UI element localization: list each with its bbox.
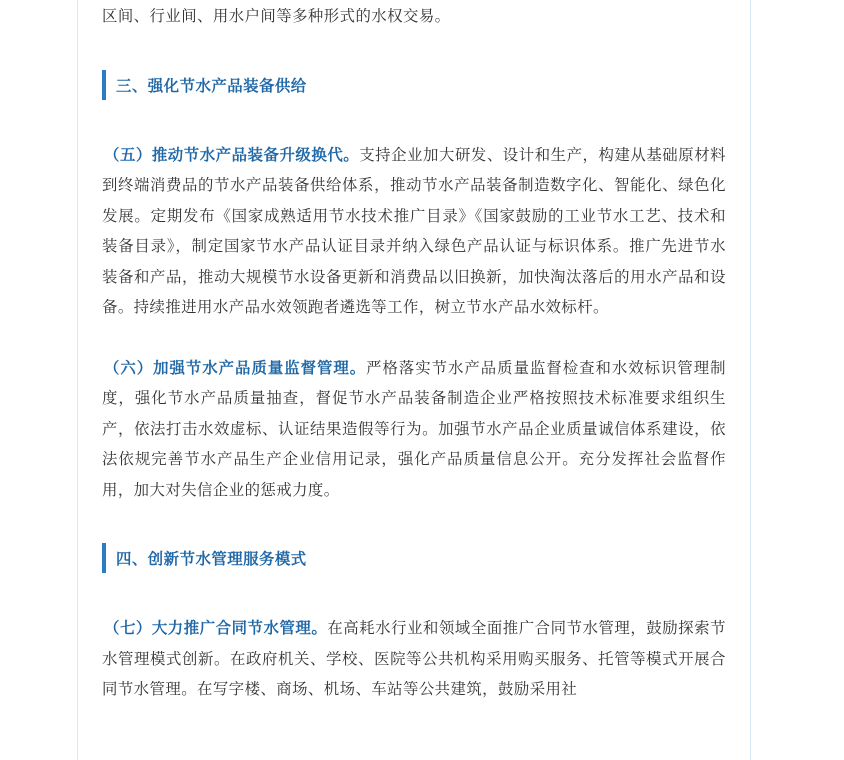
article-body [77,0,751,760]
paragraph-body: 严格落实节水产品质量监督检查和水效标识管理制度，强化节水产品质量抽查，督促节水产品装备制造企业严格按照技术标准要求组织生产，依法打击水效虚标、认证结果造假等行为。加强节水产品企业质量诚信体系建设，依法依规完善节水产品生产企业信用记录，强化产品质量信息公开。充分发挥社会监督作用，加大对失信企业的惩戒力度。 [102,358,726,499]
section-accent-bar [102,70,106,100]
section-title: 三、强化节水产品装备供给 [116,76,307,95]
section-title: 四、创新节水管理服务模式 [116,550,307,568]
paragraph-item-7 [102,613,726,705]
section-accent-bar [102,543,106,573]
section-heading-3 [102,70,726,100]
paragraph-item-5 [102,140,726,323]
paragraph-body: 在高耗水行业和领域全面推广合同节水管理，鼓励探索节水管理模式创新。在政府机关、学校、医院等公共机构采用购买服务、托管等模式开展合同节水管理。在写字楼、商场、机场、车站等公共建筑，鼓励采用社 [102,619,726,698]
paragraph-lead: （七）大力推广合同节水管理。 [104,619,328,637]
intro-paragraph-tail: 区间、行业间、用水户间等多种形式的水权交易。 [102,7,451,25]
paragraph-lead: （六）加强节水产品质量监督管理。 [104,358,367,377]
section-heading-4 [102,543,726,573]
paragraph-body: 支持企业加大研发、设计和生产，构建从基础原材料到终端消费品的节水产品装备供给体系，推动节水产品装备制造数字化、智能化、绿色化发展。定期发布《国家成熟适用节水技术推广目录》《国家鼓励的工业节水工艺、技术和装备目录》，制定国家节水产品认证目录并纳入绿色产品认证与标识体系。推广先进节水装备和产品，推动大规模节水设备更新和消费品以旧换新，加快淘汰落后的用水产品和设备。持续推进用水产品水效领跑者遴选等工作，树立节水产品水效标杆。 [102,145,727,316]
paragraph-lead: （五）推动节水产品装备升级换代。 [104,145,360,164]
paragraph-item-6 [102,353,726,506]
